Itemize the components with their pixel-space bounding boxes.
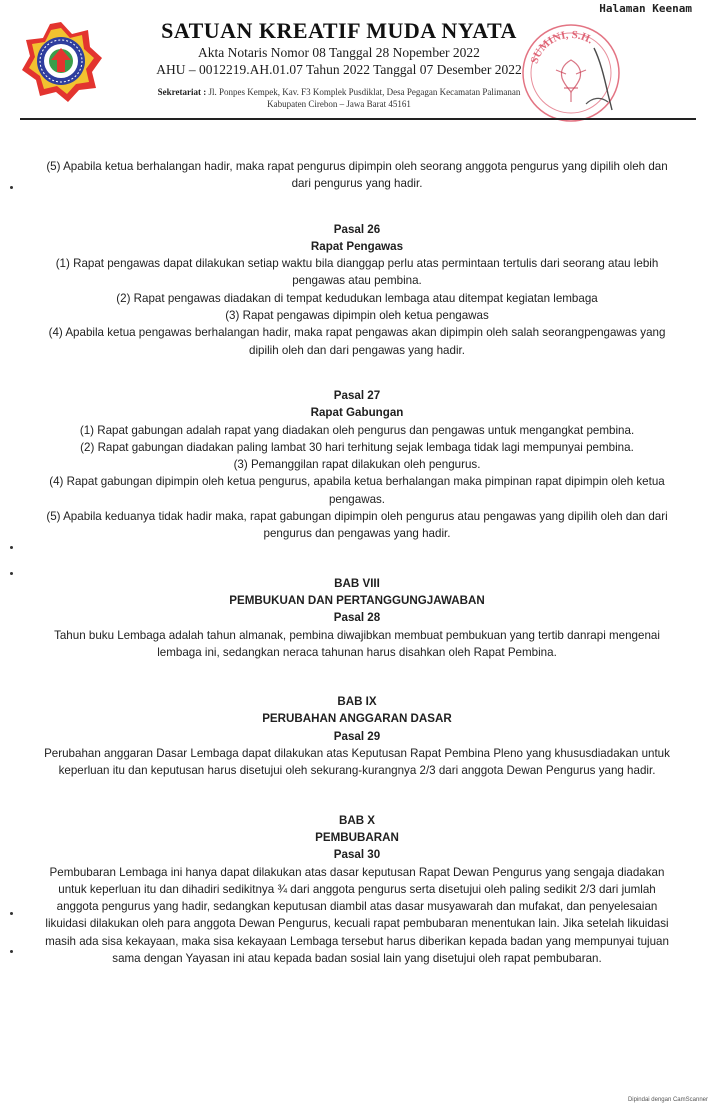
ahu-registration-line: AHU – 0012219.AH.01.07 Tahun 2022 Tanggal 07 Desember 2022 [156,62,522,77]
secretariat-label: Sekretariat : [157,87,207,97]
bab8-title: PEMBUKUAN DAN PERTANGGUNGJAWABAN [229,593,485,607]
city-line: Kabupaten Cirebon – Jawa Barat 45161 [267,99,411,109]
pasal30-number: Pasal 30 [333,848,381,862]
notary-deed-line: Akta Notaris Nomor 08 Tanggal 28 Nopember 2022 [198,45,480,60]
scan-speck [10,950,13,953]
page-number-label: Halaman Keenam [599,2,692,15]
pasal25-item-5: (5) Apabila ketua berhalangan hadir, maka rapat pengurus dipimpin oleh seorang anggota pengurus yang dipilih oleh dan dari pengurus yang hadir. [46,160,668,191]
scan-speck [10,546,13,549]
secretariat-address: Jl. Ponpes Kempek, Kav. F3 Komplek Pusdiklat, Desa Pegagan Kecamatan Palimanan [208,87,521,97]
letterhead [104,18,574,110]
pasal26-number: Pasal 26 [333,222,381,236]
pasal29-number: Pasal 29 [333,729,381,743]
pasal26-item: (4) Apabila ketua pengawas berhalangan hadir, maka rapat pengawas akan dipimpin oleh salah seorangpengawas yang dipilih oleh dan dari pengawas yang hadir. [48,326,666,357]
pasal27-item: (2) Rapat gabungan diadakan paling lambat 30 hari terhitung sejak lembaga tidak lagi mempunyai pembina. [80,440,634,454]
organization-logo [18,20,104,102]
document-body [40,158,674,967]
scanner-watermark: Dipindai dengan CamScanner [627,1097,708,1103]
svg-text:SUMINI, S.H. [528,29,595,65]
scan-speck [10,572,13,575]
bab9-title: PERUBAHAN ANGGARAN DASAR [262,712,452,726]
scan-speck [10,186,13,189]
bab9-heading: BAB IX [337,695,377,709]
scan-speck [10,912,13,915]
pasal27-number: Pasal 27 [333,388,381,402]
organization-name: SATUAN KREATIF MUDA NYATA [161,18,517,43]
pasal27-item: (5) Apabila keduanya tidak hadir maka, rapat gabungan dipimpin oleh pengurus atau pengawas yang dipilih oleh dan dari pengurus dan pengawas yang hadir. [46,510,668,541]
letterhead-divider [20,118,696,120]
pasal28-number: Pasal 28 [333,611,381,625]
secretariat-line [104,86,574,98]
notary-stamp [516,18,626,128]
bab8-heading: BAB VIII [334,576,380,590]
pasal26-item: (1) Rapat pengawas dapat dilakukan setiap waktu bila dianggap perlu atas permintaan tertulis dari seorang atau lebih pengawas atau pembina. [55,257,659,288]
pasal27-item: (3) Pemanggilan rapat dilakukan oleh pengurus. [233,458,481,472]
pasal28-text: Tahun buku Lembaga adalah tahun almanak, pembina diwajibkan membuat pembukuan yang tertib danrapi mengenai lembaga ini, sedangkan neraca tahunan harus disahkan oleh Rapat Pembina. [54,628,660,659]
pasal26-title: Rapat Pengawas [310,239,404,253]
pasal29-text: Perubahan anggaran Dasar Lembaga dapat dilakukan atas Keputusan Rapat Pembina Pleno yang khususdiadakan untuk keperluan itu dan keputusan harus disetujui oleh sekurang-kurangnya 2/3 dari anggota Dewan Pengurus yang hadir. [44,747,670,778]
bab10-title: PEMBUBARAN [315,830,399,844]
pasal30-text: Pembubaran Lembaga ini hanya dapat dilakukan atas dasar keputusan Rapat Dewan Pengurus yang sengaja diadakan untuk keperluan itu dan dihadiri sedikitnya ¾ dari anggota pengurus serta disetujui oleh paling sedikit 2/3 dari jumlah anggota pengurus yang hadir, sedangkan keputusan diambil atas dasar musyawarah dan mufakat, dan penyelesaian likuidasi dilakukan oleh para anggota Dewan Pengurus, kecuali rapat pembubaran menentukan lain. Jika setelah likuidasi masih ada sisa kekayaan, maka sisa kekayaan Lembaga tersebut harus diberikan kepada badan yang mempunyai tujuan sama dengan Yayasan ini atau kepada badan sosial lain yang disetujui oleh rapat pembubaran. [45,865,669,965]
stamp-text: SUMINI, S.H. [528,28,596,66]
pasal26-item: (3) Rapat pengawas dipimpin oleh ketua pengawas [225,309,489,323]
bab10-heading: BAB X [338,813,376,827]
pasal27-title: Rapat Gabungan [310,406,404,420]
pasal26-item: (2) Rapat pengawas diadakan di tempat kedudukan lembaga atau ditempat kegiatan lembaga [116,291,598,305]
pasal27-item: (4) Rapat gabungan dipimpin oleh ketua pengurus, apabila ketua berhalangan maka pimpinan rapat dipimpin oleh ketua pengawas. [49,475,665,506]
pasal27-item: (1) Rapat gabungan adalah rapat yang diadakan oleh pengurus dan pengawas untuk mengangkat pembina. [79,423,635,437]
